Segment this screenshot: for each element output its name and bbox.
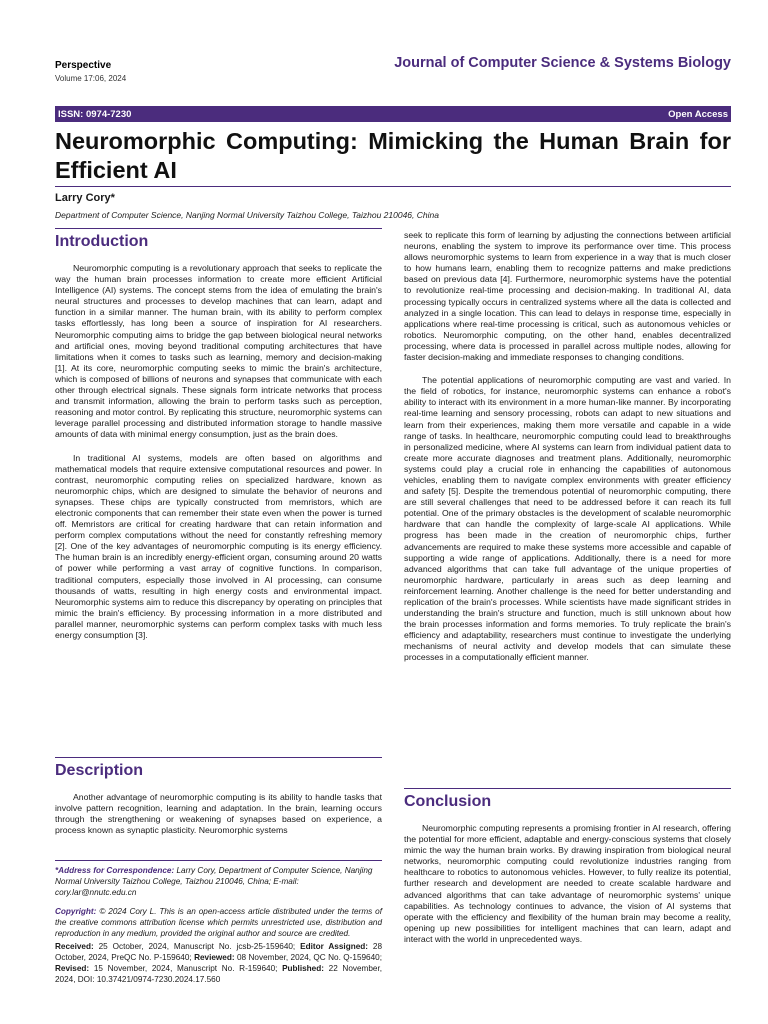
author-name: Larry Cory* [55,192,115,204]
issn: ISSN: 0974-7230 [58,108,132,120]
introduction-paragraph-1: Neuromorphic computing is a revolutionary approach that seeks to replicate the way the human brain processes information to create more efficient Artificial Intelligence (AI) systems. The concept stems from the idea of emulating the brain's neural structures and processes to develop machines that can learn, adapt and function in a similar manner. The human brain, with its ability to perform complex tasks effortlessly, has long been a source of inspiration for AI researchers. Neuromorphic computing aims to bridge the gap between biological neural networks and artificial ones, moving beyond traditional computing architectures that have limitations when it comes to tasks such as learning, memory and decision-making [1]. At its core, neuromorphic computing seeks to mimic the brain's architecture, which is composed of billions of neurons and synapses that communicate with each other through electrical signals. These signals form intricate networks that process and transmit information, allowing the brain to perform tasks such as perception, reasoning and motor control. By replicating this structure, neuromorphic systems can leverage parallel processing and distributed information storage to handle massive amounts of data with minimal energy consumption, just as the brain does. [55,263,382,440]
copyright-text: © 2024 Cory L. This is an open-access article distributed under the terms of the creative commons attribution license which permits unrestricted use, distribution and reproduction in any medium, provided the original author and source are credited. [55,906,382,938]
correspondence-label: *Address for Correspondence: [55,866,175,875]
right-column [404,230,731,676]
description-section [55,757,382,848]
volume-info: Volume 17:06, 2024 [55,74,127,83]
author-affiliation: Department of Computer Science, Nanjing Normal University Taizhou College, Taizhou 210046, China [55,210,439,220]
conclusion-heading: Conclusion [404,793,492,810]
revised-text: 15 November, 2024, Manuscript No. R-159640; [93,964,278,974]
footnote-divider [55,860,382,861]
copyright [55,907,382,940]
description-paragraph-1-start: Another advantage of neuromorphic computing is its ability to handle tasks that involve pattern recognition, learning and adaptation. In the brain, learning occurs through the strengthening or weakening of synapses based on experience, a process known as synaptic plasticity. Neuromorphic systems [55,792,382,836]
reviewed-text: 08 November, 2024, QC No. Q-159640; [237,953,382,963]
correspondence [55,866,382,899]
copyright-label: Copyright: [55,906,97,916]
issn-bar [55,106,731,122]
correspondence-text: Larry Cory, Department of Computer Science, Nanjing Normal University Taizhou College, Taizhou 210046, China; E-mail: cory.lar@nnutc.edu.cn [55,866,373,897]
description-heading: Description [55,762,144,779]
published-text: 22 November, 2024, DOI: 10.37421/0974-7230.2024.17.560 [55,964,383,985]
description-paragraph-1-cont: seek to replicate this form of learning by adjusting the connections between artificial neurons, enabling the system to improve its performance over time. This process allows neuromorphic systems to learn from experience in a way that is much closer to how humans learn, enabling them to recognize patterns and make predictions based on previous data [4]. Furthermore, neuromorphic systems have the potential to revolutionize real-time processing and decision-making. In traditional AI, data processing typically occurs in centralized systems where all the data is collected and analyzed in a single location. This can lead to delays in response time, especially in applications where real-time processing is critical, such as autonomous vehicles or robotics. Neuromorphic computing, on the other hand, enables decentralized processing, where data is processed in parallel across multiple nodes, allowing for faster decision-making and immediate responses to changing conditions. [404,230,731,363]
conclusion-section [404,788,731,957]
footnote [55,866,382,986]
section-divider [55,228,382,229]
assigned-label: Editor Assigned: [300,942,368,952]
section-divider [404,788,731,789]
description-paragraph-2: The potential applications of neuromorphic computing are vast and varied. In the field of robotics, for instance, neuromorphic systems can enhance a robot's ability to interact with its environment in a more human-like manner. By incorporating real-time learning and sensory processing, robots can adapt to new situations and learn from their experiences, making them more versatile and capable in a wide range of tasks. In healthcare, neuromorphic computing could lead to breakthroughs in personalized medicine, where AI systems can learn from individual patient data to create more accurate diagnoses and treatment plans. Additionally, neuromorphic systems could play a crucial role in enhancing the capabilities of autonomous vehicles, enabling them to navigate complex environments with greater efficiency and safety [5]. Despite the tremendous potential of neuromorphic computing, there are still several challenges that need to be addressed before it can reach its full potential. One of the primary obstacles is the development of scalable neuromorphic hardware that can handle the complexity of large-scale AI applications. While progress has been made in the creation of neuromorphic chips, further advancements are required to make these systems more accessible and capable of supporting a wide range of applications. Additionally, there is a need for more advanced algorithms that can take full advantage of the unique properties of neuromorphic hardware, particularly in areas such as deep learning and reinforcement learning. Another challenge is the need for better understanding and replication of the brain's processes. While scientists have made significant strides in understanding the brain's structure and function, much is still unknown about how the brain processes information and forms memories. To truly replicate the brain's efficiency and adaptability, researchers must continue to investigate the underlying mechanisms of neural activity and develop models that can simulate these processes in a computationally efficient manner. [404,375,731,663]
open-access-badge: Open Access [668,108,728,120]
introduction-paragraph-2: In traditional AI systems, models are often based on algorithms and mathematical models that require extensive computational resources and power. In contrast, neuromorphic computing relies on specialized hardware, known as neuromorphic chips, which are designed to simulate the behavior of neurons and synapses. These chips are typically constructed from memristors, which are electronic components that can remember their state even when the power is turned off. Memristors are critical for creating hardware that can retain information and perform complex computations without the need for constantly refreshing memory [2]. One of the key advantages of neuromorphic computing is its energy efficiency. The human brain is an incredibly energy-efficient organ, consuming around 20 watts of power while performing a vast array of cognitive functions. In comparison, traditional computers, especially those involved in AI processing, can consume thousands of watts, resulting in high energy costs and environmental impact. Neuromorphic systems aim to reduce this discrepancy by operating on principles that mimic the brain's efficiency. By processing information in a more distributed and parallel manner, neuromorphic systems can perform complex tasks with much less energy consumption [3]. [55,452,382,640]
left-column [55,228,382,653]
article-type: Perspective [55,60,112,71]
conclusion-paragraph-1: Neuromorphic computing represents a promising frontier in AI research, offering the potential for more efficient, adaptable and energy-conscious systems that closely mimic the way the human brain works. By drawing inspiration from biological neural networks, neuromorphic computing could revolutionize industries ranging from healthcare to robotics to autonomous vehicles. However, to fully realize its potential, further research and development are needed to create scalable hardware and advanced algorithms that can take advantage of neuromorphic systems' unique capabilities. As technology continues to advance, the vision of AI systems that operate with the efficiency and flexibility of the human brain may become a reality, opening up new possibilities for intelligent machines that can learn, adapt and interact with the world in unprecedented ways. [404,823,731,944]
journal-name: Journal of Computer Science & Systems Biology [394,55,731,71]
article-title: Neuromorphic Computing: Mimicking the Human Brain for Efficient AI [55,128,731,183]
received-label: Received: [55,942,94,952]
title-divider [55,186,731,187]
section-divider [55,757,382,758]
published-label: Published: [282,964,324,974]
reviewed-label: Reviewed: [194,953,235,963]
revised-label: Revised: [55,964,90,974]
assigned-text: 28 October, 2024, PreQC No. P-159640; [55,942,383,963]
introduction-heading: Introduction [55,233,149,250]
received-text: 25 October, 2024, Manuscript No. jcsb-25-159640; [98,942,296,952]
header-meta [55,60,126,83]
publication-dates [55,942,382,986]
